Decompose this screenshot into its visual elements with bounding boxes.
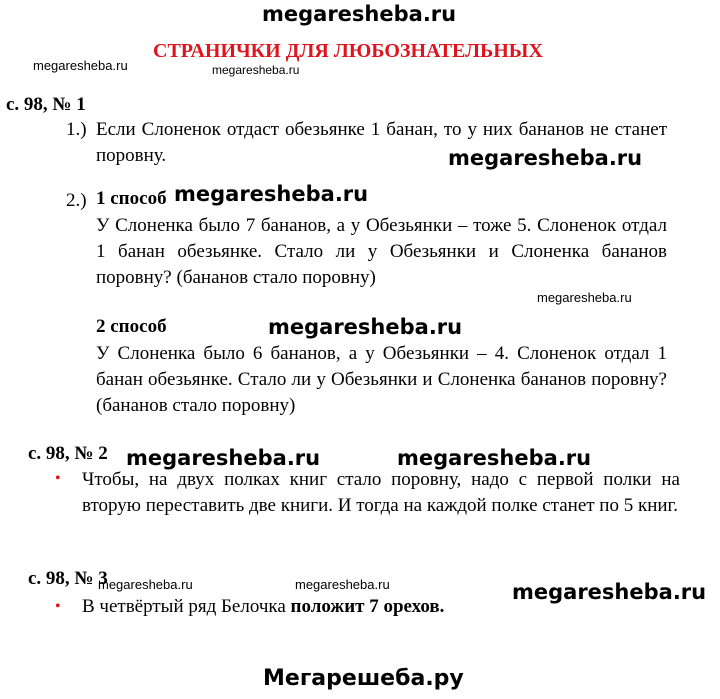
footer-watermark: Мегарешеба.ру — [263, 666, 464, 691]
method-2-text: У Слоненка было 6 бананов, а у Обезьянки – 4. Слоненок отдал 1 банан обезьянке. Стало ли у Обезьянки и Слоненка бананов поровну? (бананов стало поровну) — [96, 343, 667, 416]
section-2-heading: с. 98, № 2 — [28, 443, 108, 464]
bullet-icon: • — [55, 470, 61, 487]
watermark-right-small: megaresheba.ru — [537, 290, 632, 305]
watermark-section-2-a: megaresheba.ru — [126, 446, 321, 470]
section-1-heading: с. 98, № 1 — [6, 94, 86, 115]
item-1-text: Если Слоненок отдаст обезьянке 1 банан, то у них бананов не станет поровну. — [96, 119, 667, 166]
watermark-near-method-2: megaresheba.ru — [268, 315, 463, 339]
section-3-text-plain: В четвёртый ряд Белочка — [82, 596, 291, 617]
watermark-near-method-1: megaresheba.ru — [174, 182, 369, 206]
watermark-section-2-b: megaresheba.ru — [397, 446, 592, 470]
method-2-title: 2 способ — [96, 316, 167, 337]
watermark-top: megaresheba.ru — [262, 2, 457, 26]
bullet-icon: • — [55, 598, 61, 615]
watermark-left-small: megaresheba.ru — [33, 58, 128, 73]
watermark-after-q1: megaresheba.ru — [448, 146, 643, 170]
page-title: СТРАНИЧКИ ДЛЯ ЛЮБОЗНАТЕЛЬНЫХ — [153, 40, 543, 62]
item-2-number: 2.) — [66, 190, 87, 211]
watermark-section-3-small-a: megaresheba.ru — [98, 577, 193, 592]
watermark-section-3-big: megaresheba.ru — [512, 580, 707, 604]
section-2-text: Чтобы, на двух полках книг стало поровну, надо с первой полки на вторую переставить две книги. И тогда на каждой полке станет по 5 книг. — [82, 469, 680, 516]
watermark-section-3-small-b: megaresheba.ru — [295, 577, 390, 592]
section-3-text-bold: положит 7 орехов. — [290, 596, 445, 617]
section-3-text — [82, 594, 444, 620]
watermark-title-small: megaresheba.ru — [212, 63, 300, 77]
section-3-heading: с. 98, № 3 — [28, 568, 108, 589]
item-1-number: 1.) — [66, 119, 87, 140]
method-1-title: 1 способ — [96, 188, 167, 209]
method-1-text: У Слоненка было 7 бананов, а у Обезьянки – тоже 5. Слоненок отдал 1 банан обезьянке. Стало ли у Обезьянки и Слоненка бананов поровну? (бананов стало поровну) — [96, 215, 667, 288]
